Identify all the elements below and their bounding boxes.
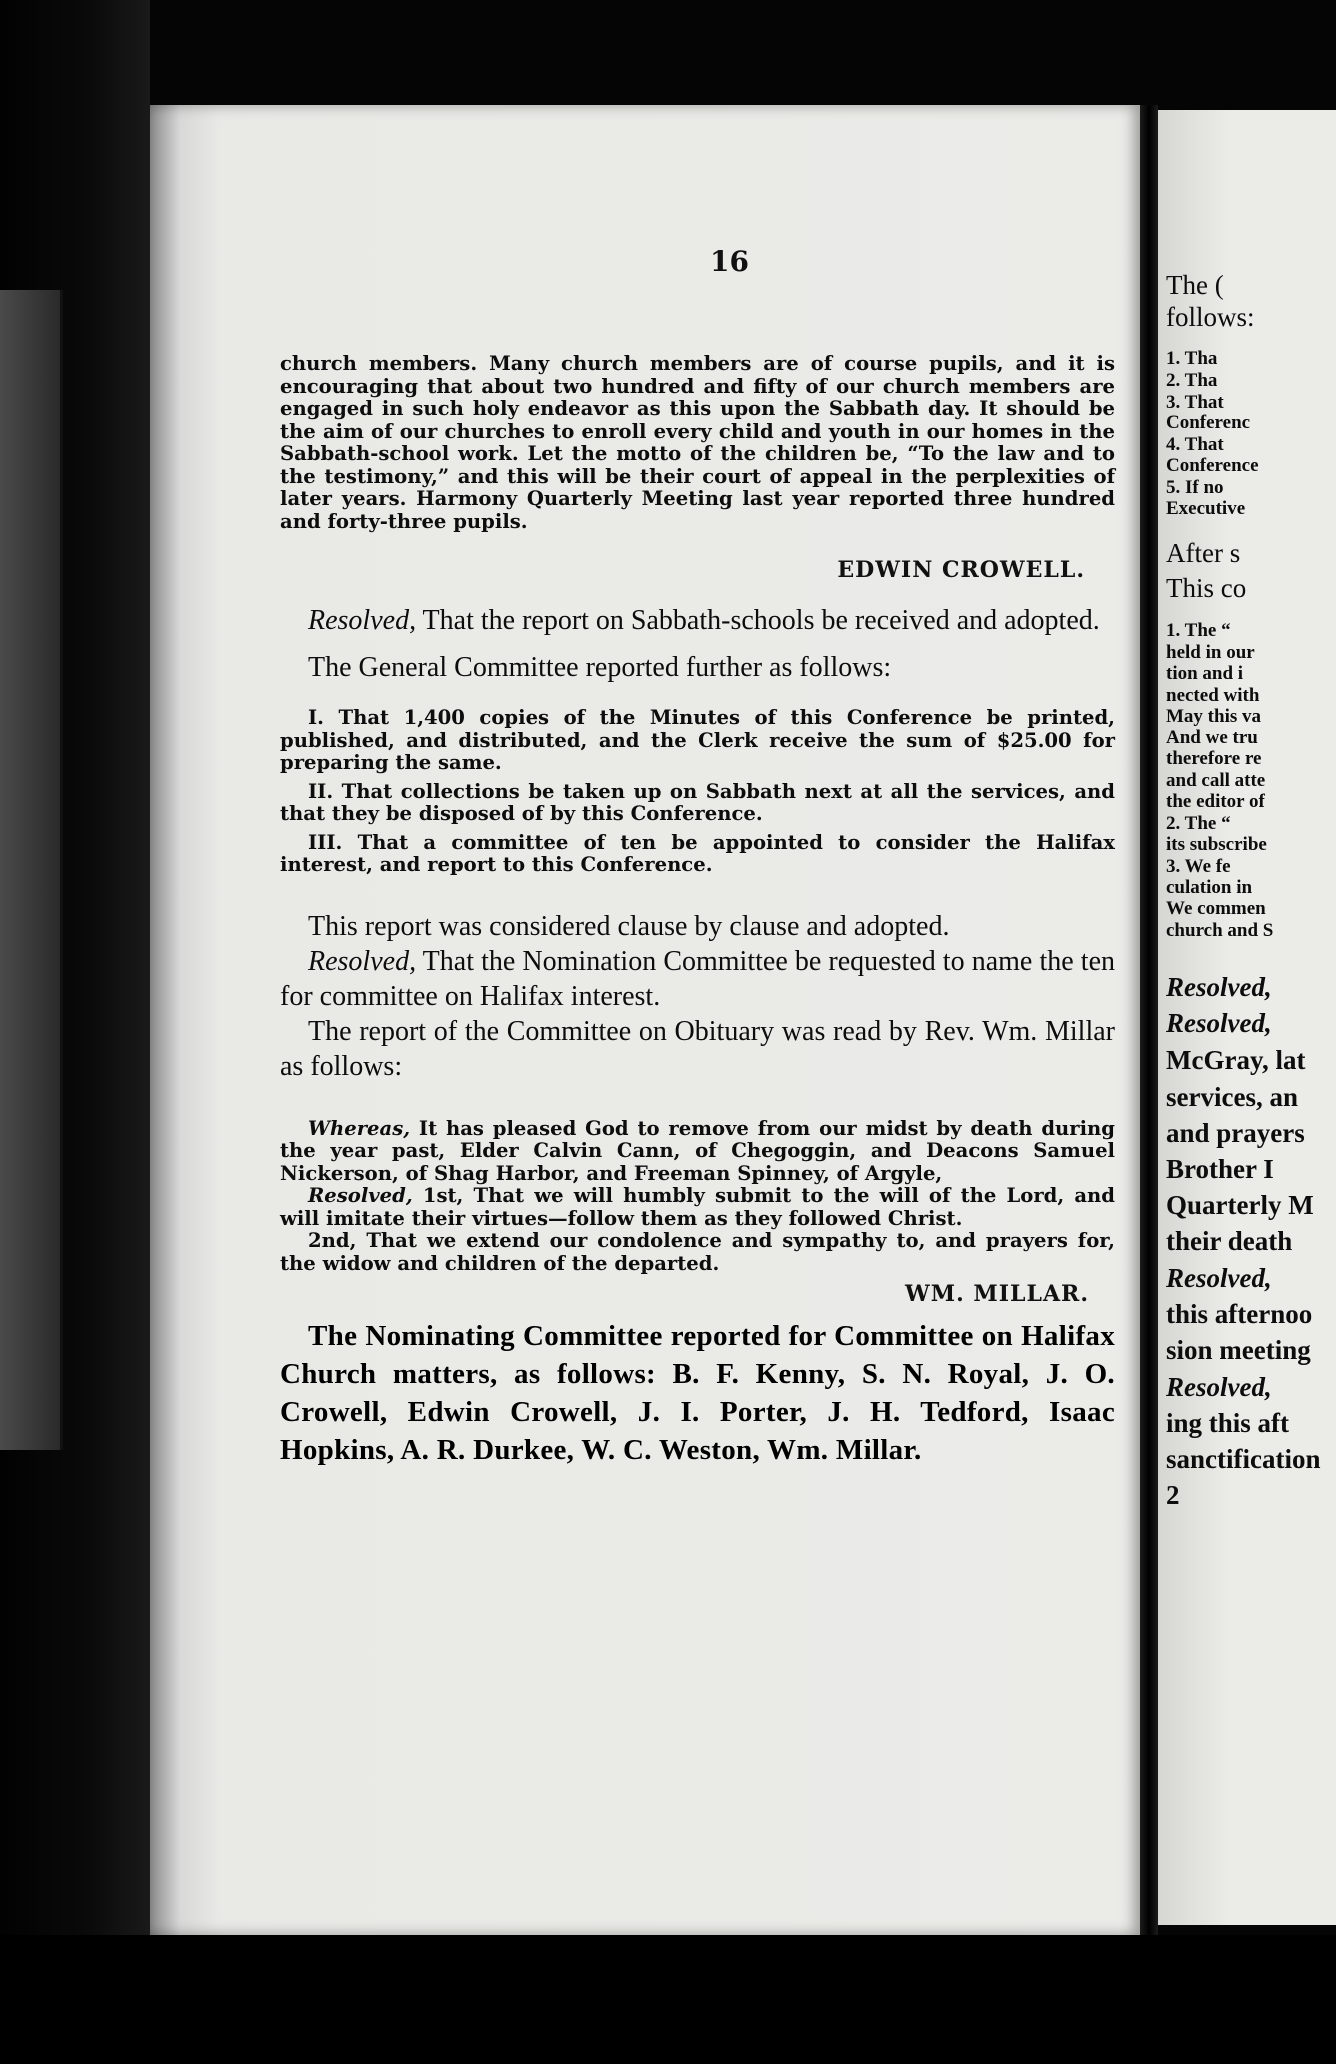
right-page-line: 2. The “ xyxy=(1166,813,1231,834)
right-page-line: this afternoo xyxy=(1166,1299,1313,1329)
obituary-intro: The report of the Committee on Obituary was read by Rev. Wm. Millar as follows: xyxy=(280,1015,1115,1082)
whereas-text: It has pleased God to remove from our midst by death during the year past, Elder Calvin Cann, of Chegoggin, and Deacons Samuel Nickerson, of Shag Harbor, and Freeman Spinney, of Argyle, xyxy=(280,1116,1115,1185)
right-page-line: Resolved, xyxy=(1166,972,1272,1002)
right-page-line: sanctification xyxy=(1166,1444,1321,1474)
right-page-line: Conference xyxy=(1166,455,1259,476)
right-page-line: 1. The “ xyxy=(1166,620,1231,641)
right-page-line: This co xyxy=(1166,573,1247,603)
right-page-line: Resolved, xyxy=(1166,1372,1272,1402)
resolution-text: 1st, That we will humbly submit to the will of the Lord, and will imitate their virtues—follow them as they followed Christ. xyxy=(280,1184,1115,1230)
signature-edwin-crowell: EDWIN CROWELL. xyxy=(837,557,1085,583)
right-page-line: 5. If no xyxy=(1166,477,1224,498)
resolution-sabbath-schools xyxy=(280,603,1115,638)
film-border-bottom xyxy=(0,1935,1336,2064)
right-page-line: May this va xyxy=(1166,706,1261,727)
right-page-line: its subscribe xyxy=(1166,834,1267,855)
right-page-line: services, an xyxy=(1166,1082,1298,1112)
right-page-line: Quarterly M xyxy=(1166,1190,1314,1220)
right-page xyxy=(1158,110,1336,1925)
book-gutter xyxy=(1140,105,1158,1935)
obituary-whereas xyxy=(280,1118,1115,1186)
right-page-line: The ( xyxy=(1166,270,1224,300)
right-page-line: held in our xyxy=(1166,642,1255,663)
signature-wm-millar: WM. MILLAR. xyxy=(905,1281,1089,1307)
right-page-line: 3. That xyxy=(1166,392,1224,413)
right-page-line: sion meeting xyxy=(1166,1335,1311,1365)
obituary-resolution-1 xyxy=(280,1185,1115,1230)
right-page-line: tion and i xyxy=(1166,663,1244,684)
nominating-committee-report: The Nominating Committee reported for Committee on Halifax Church matters, as follows: B. F. Kenny, S. N. Royal, J. O. Crowell, Edwin Crowell, J. I. Porter, J. H. Tedford, Isaac Hopkins, A. R. Durkee, W. C. Weston, Wm. Millar. xyxy=(280,1320,1115,1466)
resolution-nomination xyxy=(280,944,1115,1014)
film-edge-tab xyxy=(0,290,63,1450)
gc-item-1: I. That 1,400 copies of the Minutes of this Conference be printed, published, and distributed, and the Clerk receive the sum of $25.00 for preparing the same. xyxy=(280,706,1115,774)
right-page-line: After s xyxy=(1166,538,1241,568)
right-page-line: the editor of xyxy=(1166,791,1265,812)
resolution-text: That the report on Sabbath-schools be received and adopted. xyxy=(416,605,1100,636)
gc-item-2: II. That collections be taken up on Sabbath next at all the services, and that they be disposed of by this Conference. xyxy=(280,779,1115,825)
whereas-lead: Whereas, xyxy=(308,1116,411,1140)
resolved-lead: Resolved, xyxy=(308,605,417,636)
resolved-lead: Resolved, xyxy=(308,1184,413,1207)
right-page-line: and call atte xyxy=(1166,770,1266,791)
sabbath-school-report-tail: church members. Many church members are of course pupils, and it is encouraging that about two hundred and fifty of our church members are engaged in such holy endeavor as this upon the Sabbath day. It should be the aim of our churches to enroll every child and youth in our homes in the Sabbath-school work. Let the motto of the children be, “To the law and to the testimony,” and this will be their court of appeal in the perplexities of later years. Harmony Quarterly Meeting last year reported three hundred and forty-three pupils. xyxy=(280,352,1115,533)
right-page-line: nected with xyxy=(1166,685,1260,706)
right-page-line: ing this aft xyxy=(1166,1408,1290,1438)
right-page-line: 3. We fe xyxy=(1166,856,1231,877)
right-page-line: Conferenc xyxy=(1166,412,1251,433)
right-page-line: culation in xyxy=(1166,877,1253,898)
report-considered: This report was considered clause by clause and adopted. xyxy=(308,910,950,942)
right-page-line: Resolved, xyxy=(1166,1263,1272,1293)
resolution-text: That the Nomination Committee be requested to name the ten for committee on Halifax interest. xyxy=(280,945,1115,1012)
right-page-line: 2 xyxy=(1166,1480,1180,1510)
left-page xyxy=(150,105,1140,1935)
right-page-line: McGray, lat xyxy=(1166,1045,1306,1075)
right-page-line: And we tru xyxy=(1166,727,1258,748)
page-number: 16 xyxy=(710,245,749,278)
gc-item-3: III. That a committee of ten be appointed to consider the Halifax interest, and report to this Conference. xyxy=(280,830,1115,876)
right-page-line: their death xyxy=(1166,1226,1293,1256)
right-page-line: and prayers xyxy=(1166,1118,1305,1148)
right-page-line: Brother I xyxy=(1166,1154,1274,1184)
right-page-line: 1. Tha xyxy=(1166,348,1218,369)
right-page-line: follows: xyxy=(1166,302,1255,332)
resolved-lead: Resolved, xyxy=(308,945,417,977)
right-page-line: 2. Tha xyxy=(1166,370,1218,391)
right-page-line: We commen xyxy=(1166,898,1266,919)
left-page-text xyxy=(280,235,1115,1469)
obituary-resolution-2: 2nd, That we extend our condolence and sympathy to, and prayers for, the widow and children of the departed. xyxy=(280,1229,1115,1275)
general-committee-intro: The General Committee reported further as follows: xyxy=(308,652,892,683)
right-page-line: Executive xyxy=(1166,498,1246,519)
right-page-line: church and S xyxy=(1166,920,1274,941)
right-page-line: 4. That xyxy=(1166,434,1224,455)
right-page-line: therefore re xyxy=(1166,748,1262,769)
right-page-line: Resolved, xyxy=(1166,1008,1272,1038)
